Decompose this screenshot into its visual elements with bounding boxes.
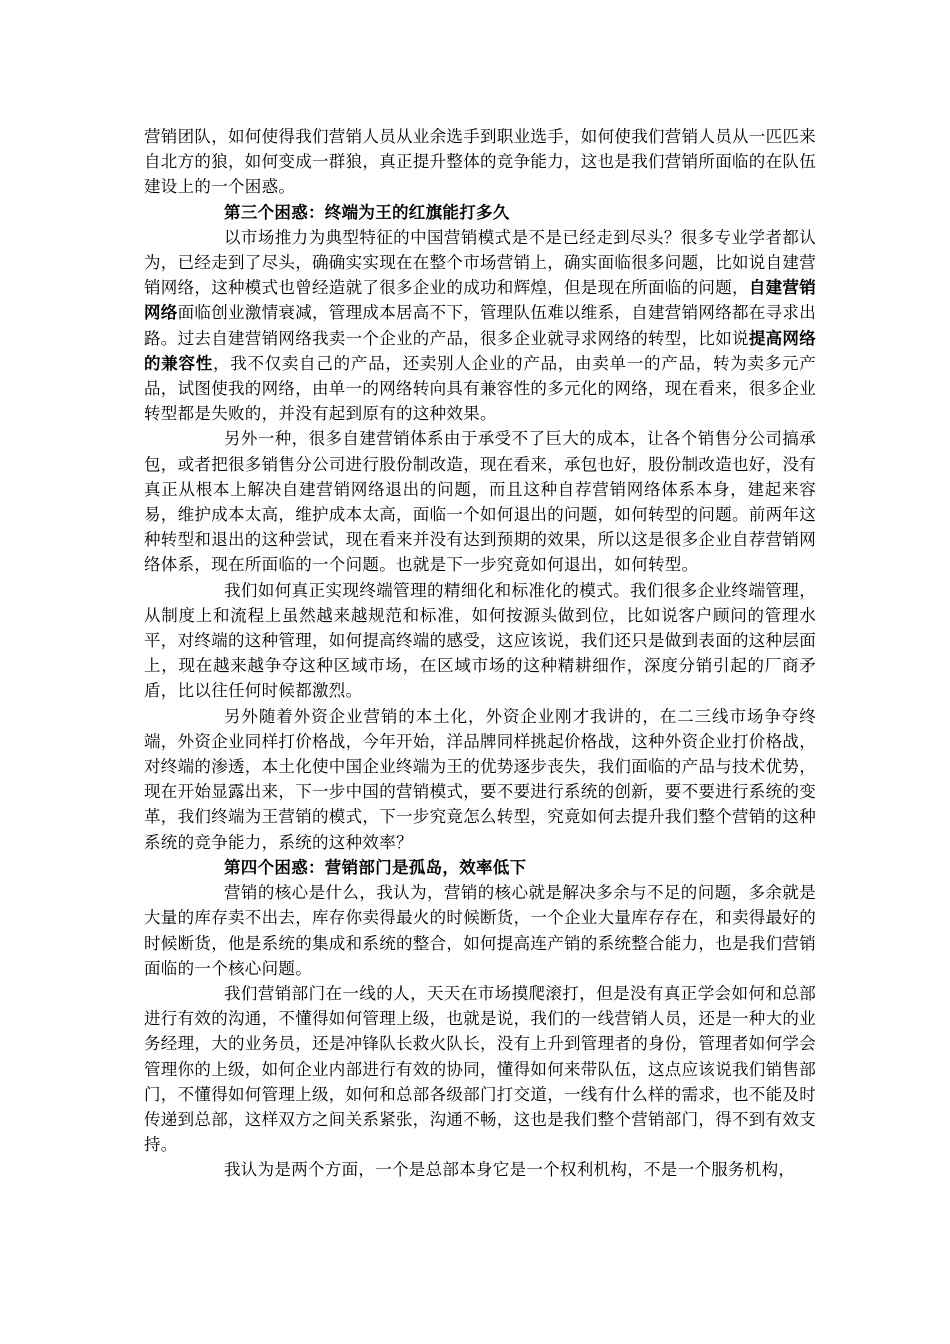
paragraph-team-building: 营销团队，如何使得我们营销人员从业余选手到职业选手，如何使我们营销人员从一匹匹来自北方的狼，如何变成一群狼，真正提升整体的竞争能力，这也是我们营销所面临的在队伍建设上的一个困惑。 [144,127,816,197]
paragraph-two-aspects: 我认为是两个方面，一个是总部本身它是一个权利机构，不是一个服务机构， [224,1160,796,1180]
paragraph-frontline-communication: 我们营销部门在一线的人，天天在市场摸爬滚打，但是没有真正学会如何和总部进行有效的沟通，不懂得如何管理上级，也就是说，我们的一线营销人员，还是一种大的业务经理，大的业务员，还是冲锋队长救火队长，没有上升到管理者的身份，管理者如何学会管理你的上级，如何企业内部进行有效的协同，懂得如何来带队伍，这点应该说我们销售部门，不懂得如何管理上级，如何和总部各级部门打交道，一线有什么样的需求，也不能及时传递到总部，这样双方之间关系紧张，沟通不畅，这也是我们整个营销部门，得不到有效支持。 [144,983,816,1155]
bold-phrase-self-built-network: 自建营销网络 [144,278,817,323]
paragraph-marketing-core: 营销的核心是什么，我认为，营销的核心就是解决多余与不足的问题，多余就是大量的库存卖不出去，库存你卖得最火的时候断货，一个企业大量库存存在，和卖得最好的时候断货，他是系统的集成和系统的整合，如何提高连产销的系统整合能力，也是我们营销面临的一个核心问题。 [144,883,816,978]
paragraph-text: 以市场推力为典型特征的中国营销模式是不是已经走到尽头？很多专业学者都认为，已经走到了尽头，确确实实现在在整个市场营销上，确实面临很多问题，比如说自建营销网络，这种模式也曾经造就了很多企业的成功和辉煌，但是现在所面临的问题， [144,227,816,298]
paragraph-foreign-enterprises: 另外随着外资企业营销的本土化，外资企业刚才我讲的，在二三线市场争夺终端，外资企业同样打价格战，今年开始，洋品牌同样挑起价格战，这种外资企业打价格战，对终端的渗透，本土化使中国企业终端为王的优势逐步丧失，我们面临的产品与技术优势，现在开始显露出来，下一步中国的营销模式，要不要进行系统的创新，要不要进行系统的变革，我们终端为王营销的模式，下一步究竟怎么转型，究竟如何去提升我们整个营销的这种系统的竞争能力，系统的这种效率？ [144,706,816,852]
bold-phrase-network-compatibility: 提高网络的兼容性 [144,328,817,373]
paragraph-text: ，我不仅卖自己的产品，还卖别人企业的产品，由卖单一的产品，转为卖多元产品，试图使我的网络，由单一的网络转向具有兼容性的多元化的网络，现在看来，很多企业转型都是失败的，并没有起到原有的这种效果。 [144,353,816,424]
paragraph-terminal-management: 我们如何真正实现终端管理的精细化和标准化的模式。我们很多企业终端管理，从制度上和流程上虽然越来越规范和标准，如何按源头做到位，比如说客户顾问的管理水平，对终端的这种管理，如何提高终端的感受，这应该说，我们还只是做到表面的这种层面上，现在越来越争夺这种区域市场，在区域市场的这种精耕细作，深度分销引起的厂商矛盾，比以往任何时候都激烈。 [144,580,816,701]
paragraph-marketing-model [144,225,816,427]
section-heading-fourth-confusion: 第四个困惑：营销部门是孤岛，效率低下 [224,857,527,877]
paragraph-contracting-reform: 另外一种，很多自建营销体系由于承受不了巨大的成本，让各个销售分公司搞承包，或者把很多销售分公司进行股份制改造，现在看来，承包也好，股份制改造也好，没有真正从根本上解决自建营销网络退出的问题，而且这种自荐营销网络体系本身，建起来容易，维护成本太高，维护成本太高，面临一个如何退出的问题，如何转型的问题。前两年这种转型和退出的这种尝试，现在看来并没有达到预期的效果，所以这是很多企业自荐营销网络体系，现在所面临的一个问题。也就是下一步究竟如何退出，如何转型。 [144,429,816,575]
section-heading-third-confusion: 第三个困惑：终端为王的红旗能打多久 [224,202,510,222]
paragraph-text: 面临创业激情衰减，管理成本居高不下，管理队伍难以维系，自建营销网络都在寻求出路。过去自建营销网络我卖一个企业的产品，很多企业就寻求网络的转型，比如说 [144,303,817,348]
document-body [144,124,816,1183]
